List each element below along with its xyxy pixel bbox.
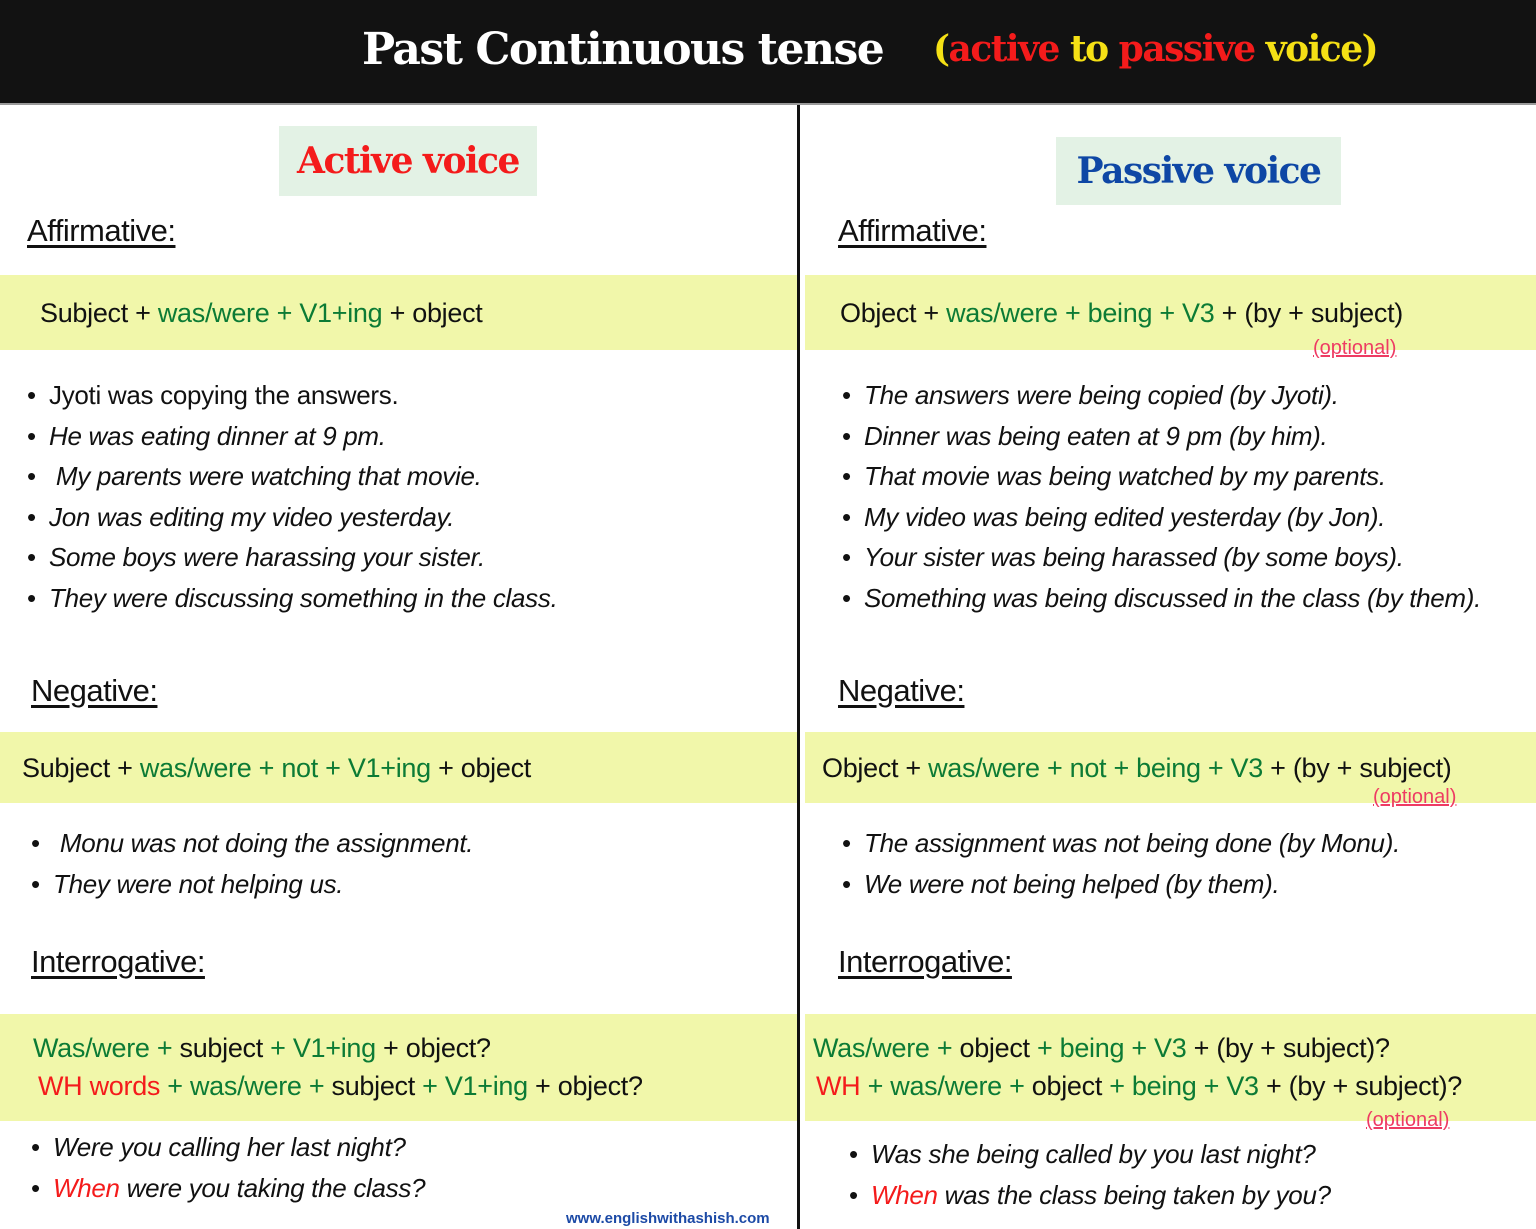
passive-affirmative-formula [840, 298, 1403, 329]
example-sentence [849, 1134, 1331, 1175]
example-text: He was eating dinner at 9 pm. [49, 420, 386, 451]
formula-segment: subject [179, 1033, 263, 1063]
active-interrogative-examples [31, 1127, 425, 1208]
example-text: The answers were being copied (by Jyoti). [864, 380, 1339, 410]
formula-segment: Was/were + [33, 1033, 180, 1063]
bullet-icon: • [31, 1172, 40, 1203]
bullet-icon: • [31, 868, 40, 899]
formula-segment: + object [382, 298, 483, 328]
bullet-icon: • [842, 542, 851, 572]
formula-segment: + V1+ing [262, 1033, 376, 1063]
example-sentence [842, 578, 1481, 619]
example-sentence [849, 1175, 1331, 1216]
active-interrogative-heading: Interrogative: [31, 944, 205, 979]
example-sentence [842, 537, 1481, 578]
example-sentence [31, 1168, 425, 1209]
formula-segment: was/were + V1+ing [157, 298, 383, 328]
formula-segment: Object + [822, 753, 929, 783]
example-sentence [27, 578, 558, 619]
title-banner [0, 0, 1536, 105]
formula-segment: + being + V3 [1029, 1033, 1187, 1063]
example-sentence [31, 864, 473, 905]
example-sentence [842, 456, 1481, 497]
optional-note: (optional) [1373, 786, 1457, 808]
subtitle-active: active [948, 28, 1059, 70]
bullet-icon: • [27, 582, 36, 613]
formula-segment: Subject + [22, 753, 140, 783]
bullet-icon: • [842, 461, 851, 491]
active-affirmative-examples [27, 375, 558, 618]
example-sentence [27, 537, 558, 578]
passive-negative-heading: Negative: [838, 673, 965, 708]
example-text: They were not helping us. [53, 868, 344, 899]
bullet-icon: • [849, 1139, 858, 1169]
formula-segment: + was/were + [860, 1071, 1032, 1101]
formula-segment: Was/were + [813, 1033, 960, 1063]
wh-word: When [871, 1179, 938, 1210]
column-divider [797, 105, 800, 1229]
optional-note: (optional) [1313, 337, 1397, 359]
bullet-icon: • [842, 420, 851, 451]
passive-affirmative-heading: Affirmative: [838, 213, 987, 248]
subtitle-voice: voice [1254, 28, 1362, 70]
bullet-icon: • [27, 542, 36, 572]
bullet-icon: • [842, 380, 851, 410]
formula-segment: Object + [840, 298, 947, 328]
active-interrogative-formula-1 [33, 1033, 491, 1064]
active-affirmative-heading: Affirmative: [27, 213, 176, 248]
example-sentence [842, 416, 1481, 457]
formula-segment: was/were + not + being + V3 [928, 753, 1263, 783]
example-text: That movie was being watched by my parents. [864, 461, 1386, 491]
example-sentence [31, 823, 473, 864]
example-sentence [27, 375, 558, 416]
formula-segment: + object? [375, 1033, 491, 1063]
active-affirmative-formula [40, 298, 483, 329]
formula-segment: + object? [527, 1071, 643, 1101]
formula-segment: + was/were + [160, 1071, 332, 1101]
optional-note: (optional) [1366, 1109, 1450, 1131]
formula-segment: WH words [38, 1071, 161, 1101]
example-text: Jyoti was copying the answers. [49, 380, 399, 410]
formula-segment: + (by + subject)? [1258, 1071, 1462, 1101]
formula-segment: object [959, 1033, 1030, 1063]
example-sentence [31, 1127, 425, 1168]
bullet-icon: • [31, 828, 40, 858]
active-negative-heading: Negative: [31, 673, 158, 708]
example-sentence [27, 456, 558, 497]
passive-negative-examples [842, 823, 1400, 904]
formula-segment: + (by + subject)? [1186, 1033, 1390, 1063]
example-sentence [842, 823, 1400, 864]
formula-segment: subject [331, 1071, 415, 1101]
subtitle-open-paren: ( [933, 28, 949, 70]
example-sentence [842, 375, 1481, 416]
subtitle-to: to [1058, 28, 1119, 70]
formula-segment: WH [816, 1071, 861, 1101]
bullet-icon: • [27, 461, 36, 491]
page-subtitle [933, 28, 1377, 70]
bullet-icon: • [842, 868, 851, 899]
subtitle-close-paren: ) [1361, 28, 1378, 70]
page-title: Past Continuous tense [362, 24, 884, 75]
formula-segment: was/were + being + V3 [946, 298, 1215, 328]
bullet-icon: • [27, 380, 36, 410]
active-voice-title: Active voice [279, 126, 537, 196]
formula-segment: Subject + [40, 298, 158, 328]
active-negative-examples [31, 823, 473, 904]
example-text: was the class being taken by you? [937, 1179, 1331, 1210]
formula-segment: + V1+ing [414, 1071, 528, 1101]
bullet-icon: • [27, 420, 36, 451]
example-text: The assignment was not being done (by Monu). [864, 828, 1400, 858]
passive-interrogative-formula-2 [816, 1071, 1462, 1102]
bullet-icon: • [27, 501, 36, 532]
example-text: We were not being helped (by them). [864, 868, 1280, 899]
active-interrogative-formula-band [0, 1014, 797, 1121]
example-text: They were discussing something in the class. [49, 582, 558, 613]
example-text: Something was being discussed in the class (by them). [864, 582, 1482, 613]
bullet-icon: • [849, 1179, 858, 1210]
example-text: Dinner was being eaten at 9 pm (by him). [864, 420, 1328, 451]
passive-voice-title: Passive voice [1056, 137, 1341, 205]
passive-interrogative-heading: Interrogative: [838, 944, 1012, 979]
passive-interrogative-formula-band [805, 1014, 1536, 1121]
website-link[interactable]: www.englishwithashish.com [566, 1210, 770, 1227]
example-text: were you taking the class? [119, 1172, 426, 1203]
example-text: Were you calling her last night? [53, 1132, 406, 1162]
subtitle-passive: passive [1118, 28, 1255, 70]
bullet-icon: • [842, 501, 851, 532]
formula-segment: + (by + subject) [1262, 753, 1452, 783]
example-sentence [27, 416, 558, 457]
passive-interrogative-formula-1 [813, 1033, 1390, 1064]
active-negative-formula [22, 753, 531, 784]
example-text: Some boys were harassing your sister. [49, 542, 485, 572]
bullet-icon: • [842, 828, 851, 858]
example-text: Jon was editing my video yesterday. [49, 501, 455, 532]
formula-segment: was/were + not + V1+ing [139, 753, 431, 783]
example-text: Monu was not doing the assignment. [53, 828, 474, 858]
wh-word: When [53, 1172, 120, 1203]
formula-segment: + (by + subject) [1214, 298, 1403, 328]
example-sentence [27, 497, 558, 538]
bullet-icon: • [31, 1132, 40, 1162]
formula-segment: + being + V3 [1102, 1071, 1259, 1101]
active-interrogative-formula-2 [38, 1071, 643, 1102]
example-sentence [842, 864, 1400, 905]
formula-segment: + object [430, 753, 531, 783]
example-text: Was she being called by you last night? [871, 1139, 1316, 1169]
bullet-icon: • [842, 582, 851, 613]
passive-affirmative-examples [842, 375, 1481, 618]
example-sentence [842, 497, 1481, 538]
example-text: Your sister was being harassed (by some boys). [864, 542, 1404, 572]
example-text: My parents were watching that movie. [49, 461, 482, 491]
formula-segment: object [1031, 1071, 1103, 1101]
example-text: My video was being edited yesterday (by Jon). [864, 501, 1386, 532]
passive-interrogative-examples [849, 1134, 1331, 1215]
passive-negative-formula [822, 753, 1451, 784]
